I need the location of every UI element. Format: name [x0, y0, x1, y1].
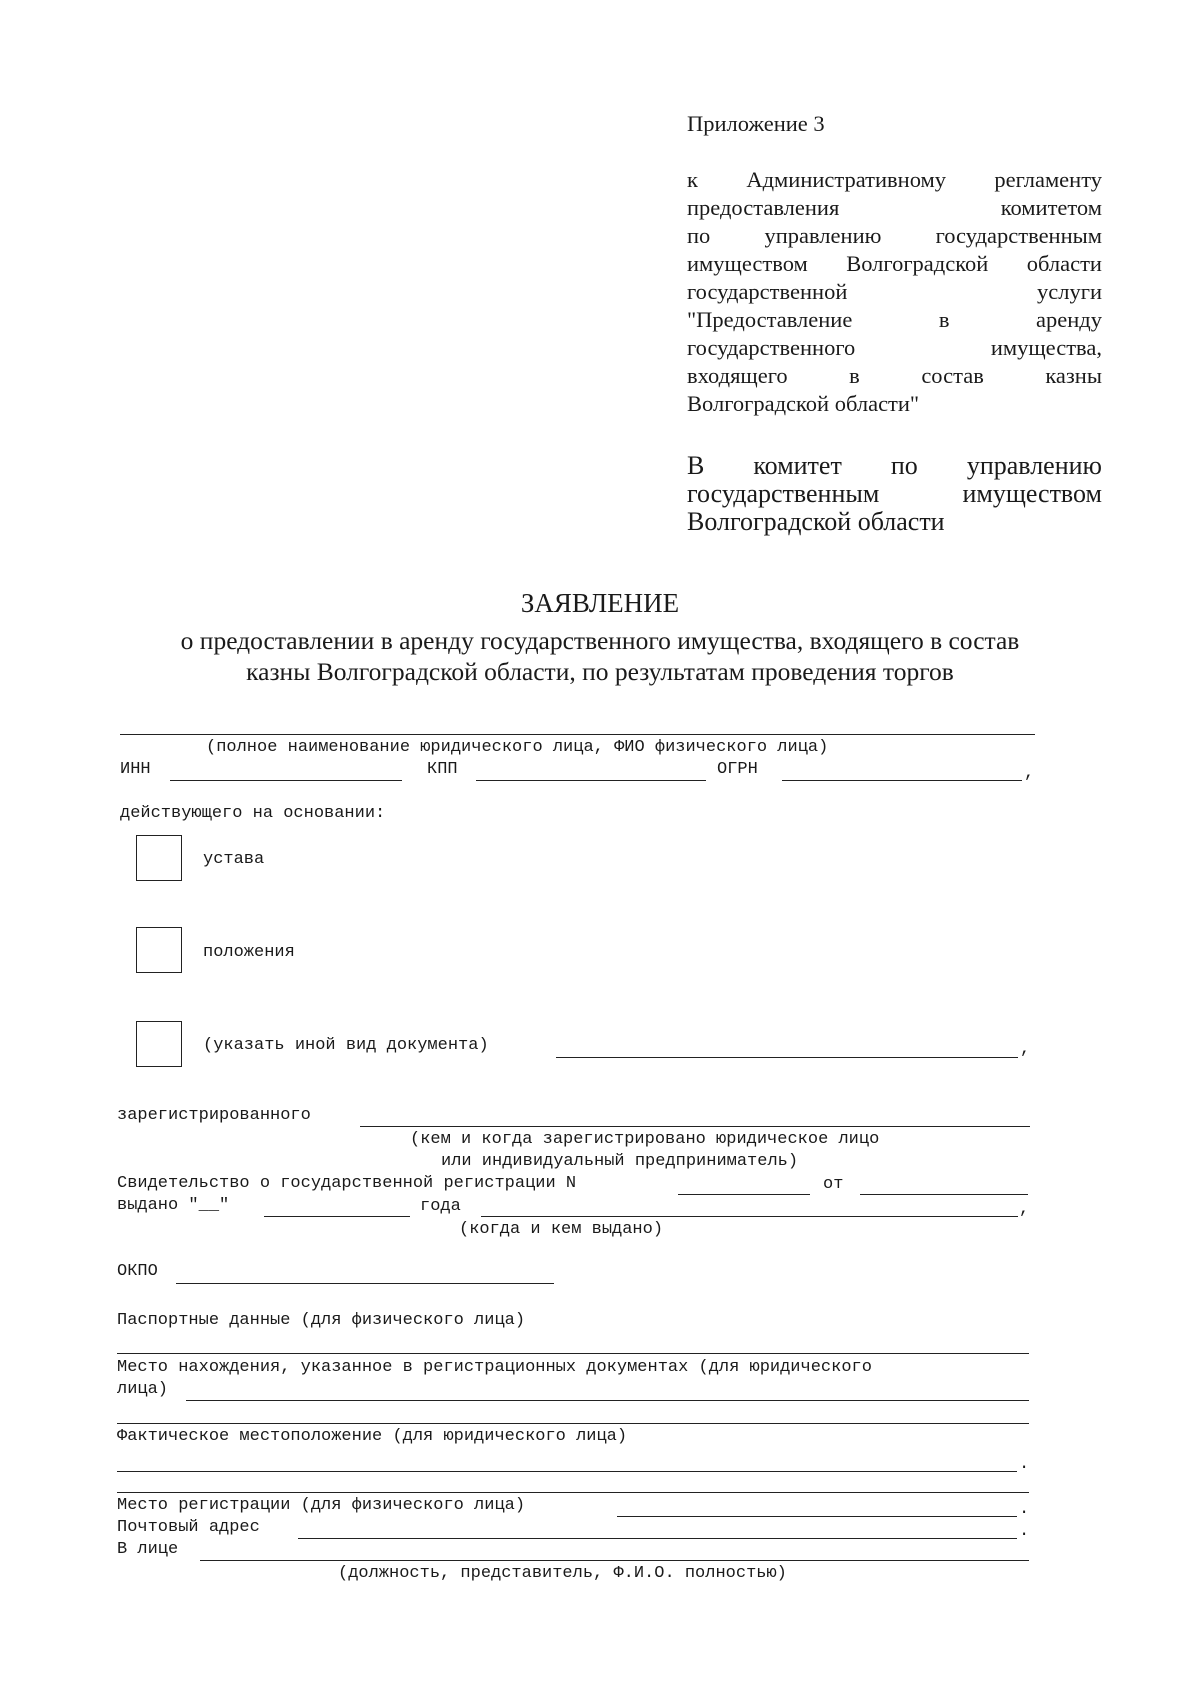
regulation-reference-word: области [1026, 251, 1102, 276]
addressee-line [687, 480, 1102, 508]
document-subtitle-line-2: казны Волгоградской области, по результатам проведения торгов [246, 657, 954, 686]
other-document-field[interactable] [556, 1057, 1018, 1058]
regulation-reference-word: Волгоградской области" [687, 391, 920, 416]
certificate-date-field[interactable] [860, 1194, 1028, 1195]
ogrn-label: ОГРН [717, 760, 758, 779]
addressee-word: государственным [687, 479, 880, 508]
regulation-reference-word: состав [921, 363, 984, 388]
regulation-reference-word: "Предоставление [687, 307, 853, 332]
issued-label: выдано "__" [117, 1196, 230, 1215]
regulation-reference-line [687, 222, 1102, 250]
regulation-reference-line [687, 362, 1102, 390]
applicant-name-hint: (полное наименование юридического лица, ФИО физического лица) [206, 738, 829, 757]
kpp-field[interactable] [476, 780, 706, 781]
ogrn-comma: , [1024, 764, 1035, 783]
charter-label: устава [203, 850, 265, 869]
certificate-number-field[interactable] [678, 1194, 810, 1195]
regulation-reference-line [687, 334, 1102, 362]
addressee-line [687, 452, 1102, 480]
addressee-line [687, 508, 1102, 536]
regulation-reference-word: регламенту [994, 167, 1102, 192]
regulation-reference-word: услуги [1037, 279, 1102, 304]
regulation-reference-word: имущества, [990, 335, 1102, 360]
year-label: года [420, 1197, 461, 1216]
regulation-reference-word: в [938, 307, 950, 332]
regulation-reference-line [687, 166, 1102, 194]
addressee [687, 452, 1102, 536]
certificate-from-label: от [823, 1175, 844, 1194]
actual-location-period: . [1019, 1455, 1030, 1474]
passport-field[interactable] [117, 1353, 1029, 1354]
regulation-reference-word: к [687, 167, 698, 192]
regulation-reference-line [687, 194, 1102, 222]
location-label: Место нахождения, указанное в регистрационных документах (для юридического [117, 1358, 872, 1377]
regulation-reference-word: государственного [687, 335, 856, 360]
issued-comma: , [1019, 1200, 1030, 1219]
addressee-word: В [687, 451, 705, 480]
addressee-word: имуществом [962, 479, 1102, 508]
acting-basis-label: действующего на основании: [120, 804, 386, 823]
annex-label: Приложение 3 [687, 111, 825, 136]
regulation-reference-word: казны [1045, 363, 1102, 388]
addressee-word: комитет [753, 451, 842, 480]
registered-label: зарегистрированного [117, 1106, 311, 1125]
regulation-reference-line [687, 250, 1102, 278]
regulation-reference-word: в [849, 363, 860, 388]
inn-label: ИНН [120, 760, 151, 779]
other-document-checkbox[interactable] [136, 1021, 182, 1067]
regulation-reference-word: по [687, 223, 711, 248]
postal-address-period: . [1019, 1522, 1030, 1541]
addressee-word: Волгоградской области [687, 507, 945, 536]
issued-hint: (когда и кем выдано) [459, 1220, 664, 1239]
regulation-checkbox[interactable] [136, 927, 182, 973]
regulation-reference-line [687, 278, 1102, 306]
regulation-reference-word: комитетом [1000, 195, 1102, 220]
actual-location-field[interactable] [117, 1471, 1017, 1472]
registered-hint-2: или индивидуальный предприниматель) [441, 1152, 799, 1171]
person-label: В лице [117, 1540, 179, 1559]
addressee-word: управлению [966, 451, 1102, 480]
postal-address-label: Почтовый адрес [117, 1518, 260, 1537]
actual-location-field-extra[interactable] [117, 1492, 1029, 1493]
regulation-reference-word: государственным [935, 223, 1102, 248]
registration-place-period: . [1019, 1500, 1030, 1519]
regulation-reference-word: входящего [687, 363, 788, 388]
regulation-reference-word: Волгоградской [846, 251, 989, 276]
charter-checkbox[interactable] [136, 835, 182, 881]
okpo-label: ОКПО [117, 1262, 158, 1281]
ogrn-field[interactable] [782, 780, 1022, 781]
regulation-reference-word: государственной [687, 279, 848, 304]
postal-address-field[interactable] [298, 1538, 1017, 1539]
regulation-label: положения [203, 943, 295, 962]
person-field[interactable] [200, 1560, 1029, 1561]
regulation-reference [687, 166, 1102, 418]
regulation-reference-line [687, 390, 1102, 418]
regulation-reference-word: аренду [1036, 307, 1102, 332]
regulation-reference-line [687, 306, 1102, 334]
regulation-reference-word: управлению [764, 223, 882, 248]
issued-month-field[interactable] [264, 1216, 410, 1217]
registration-place-field[interactable] [617, 1516, 1017, 1517]
regulation-reference-word: Административному [746, 167, 946, 192]
location-label-continuation: лица) [117, 1380, 169, 1399]
document-subtitle-line-1: о предоставлении в аренду государственного имущества, входящего в состав [180, 626, 1020, 655]
registered-hint-1: (кем и когда зарегистрировано юридическое лицо [410, 1130, 880, 1149]
applicant-name-field[interactable] [120, 734, 1035, 735]
okpo-field[interactable] [176, 1283, 554, 1284]
kpp-label: КПП [427, 760, 458, 779]
actual-location-label: Фактическое местоположение (для юридического лица) [117, 1427, 628, 1446]
registration-place-label: Место регистрации (для физического лица) [117, 1496, 526, 1515]
regulation-reference-word: имуществом [687, 251, 808, 276]
location-field-extra[interactable] [117, 1423, 1029, 1424]
other-document-label: (указать иной вид документа) [203, 1036, 489, 1055]
document-title: ЗАЯВЛЕНИЕ [520, 588, 680, 618]
location-field[interactable] [186, 1400, 1029, 1401]
issued-by-field[interactable] [481, 1216, 1018, 1217]
person-hint: (должность, представитель, Ф.И.О. полностью) [338, 1564, 787, 1583]
regulation-reference-word: предоставления [687, 195, 840, 220]
addressee-word: по [890, 451, 918, 480]
certificate-label: Свидетельство о государственной регистрации N [117, 1174, 577, 1193]
registered-field[interactable] [360, 1126, 1030, 1127]
other-document-comma: , [1020, 1040, 1031, 1059]
inn-field[interactable] [170, 780, 402, 781]
passport-label: Паспортные данные (для физического лица) [117, 1311, 526, 1330]
